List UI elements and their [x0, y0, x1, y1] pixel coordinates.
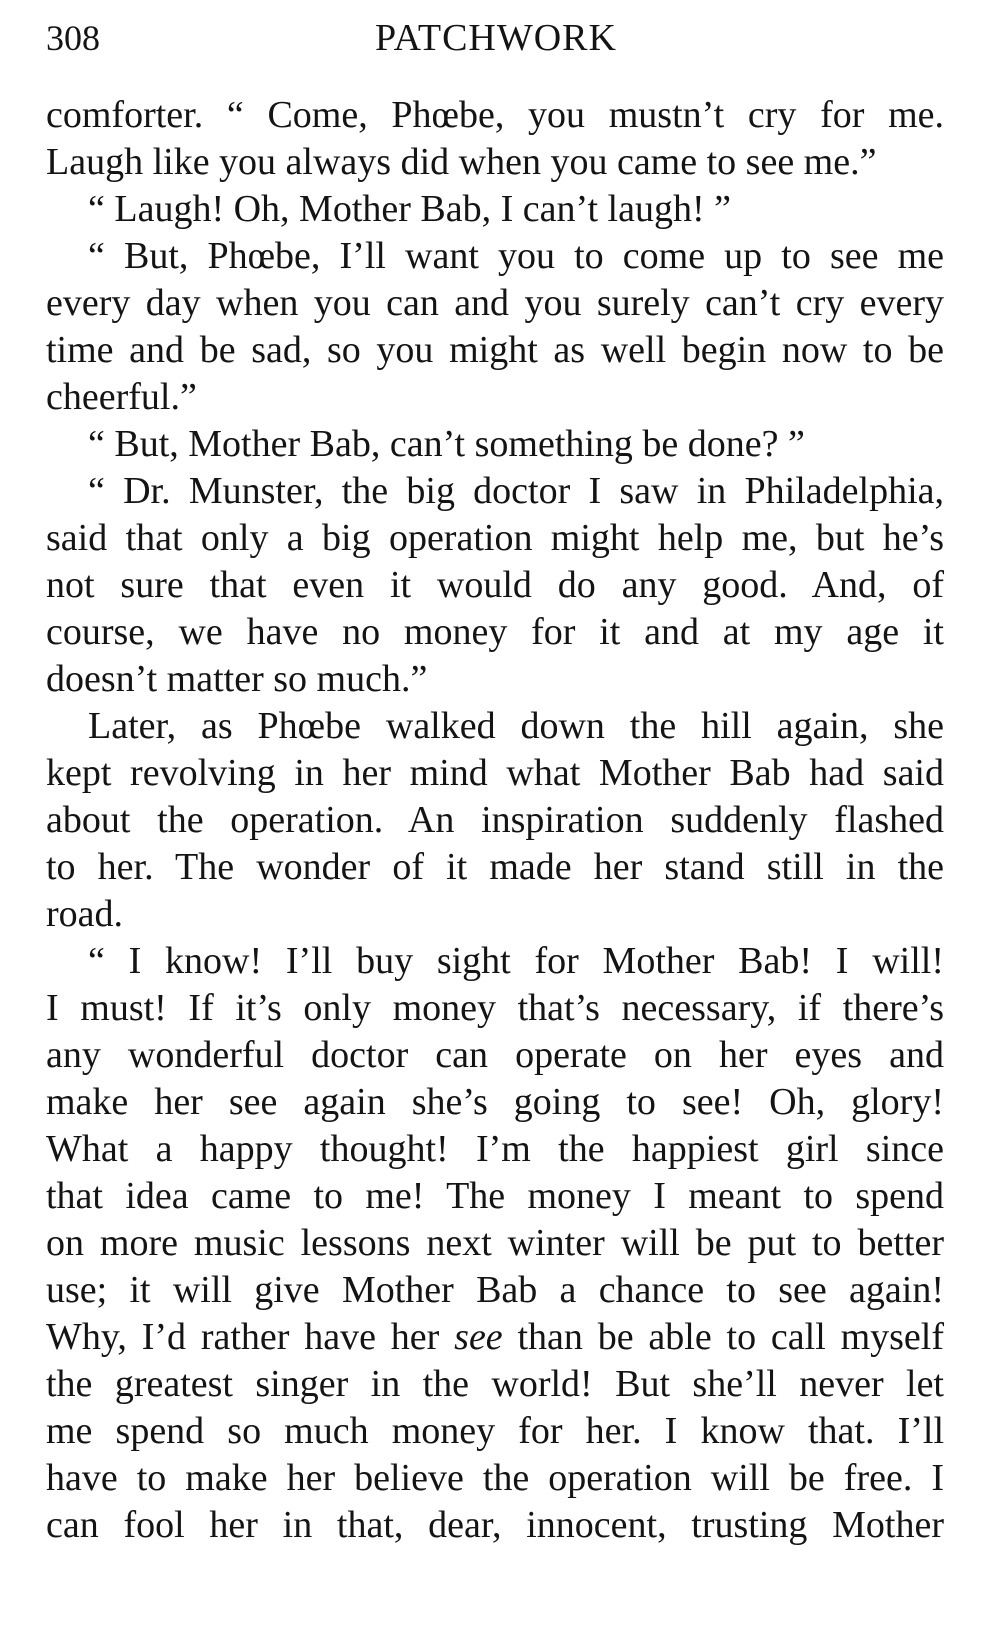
text-line: every day when you can and you surely can’t cry every	[46, 282, 944, 324]
text-line: What a happy thought! I’m the happiest girl since	[46, 1128, 944, 1170]
text-line: have to make her believe the operation will be free. I	[46, 1457, 944, 1499]
text-line: I must! If it’s only money that’s necessary, if there’s	[46, 987, 944, 1029]
text-line: course, we have no money for it and at my age it	[46, 611, 944, 653]
text-line: road.	[46, 893, 124, 935]
text-line: “ Laugh! Oh, Mother Bab, I can’t laugh! ”	[88, 188, 731, 230]
text-line: the greatest singer in the world! But she’ll never let	[46, 1363, 944, 1405]
text-line: can fool her in that, dear, innocent, trusting Mother	[46, 1504, 944, 1546]
page-number: 308	[46, 18, 100, 58]
text-line: Laugh like you always did when you came to see me.”	[46, 141, 877, 183]
text-line: not sure that even it would do any good. And, of	[46, 564, 944, 606]
text-line: that idea came to me! The money I meant to spend	[46, 1175, 944, 1217]
text-line: comforter. “ Come, Phœbe, you mustn’t cry for me.	[46, 94, 944, 136]
text-line: said that only a big operation might help me, but he’s	[46, 517, 944, 559]
text-fragment: Why, I’d rather have her	[46, 1316, 455, 1358]
italic-word: see	[454, 1316, 503, 1358]
text-line: make her see again she’s going to see! Oh, glory!	[46, 1081, 944, 1123]
text-line: Later, as Phœbe walked down the hill again, she	[88, 705, 944, 747]
text-fragment: than be able to call myself	[502, 1316, 944, 1358]
text-line: kept revolving in her mind what Mother Bab had said	[46, 752, 944, 794]
text-line: any wonderful doctor can operate on her eyes and	[46, 1034, 944, 1076]
text-line: use; it will give Mother Bab a chance to see again!	[46, 1269, 944, 1311]
text-line: “ I know! I’ll buy sight for Mother Bab! I will!	[88, 940, 944, 982]
text-line: to her. The wonder of it made her stand still in the	[46, 846, 944, 888]
text-line: “ But, Phœbe, I’ll want you to come up to see me	[88, 235, 944, 277]
text-line: cheerful.”	[46, 376, 197, 418]
page-header	[46, 14, 946, 64]
text-line: time and be sad, so you might as well begin now to be	[46, 329, 944, 371]
body-text	[46, 92, 944, 1549]
text-line: me spend so much money for her. I know that. I’ll	[46, 1410, 944, 1452]
text-line: on more music lessons next winter will be put to better	[46, 1222, 944, 1264]
text-line: “ Dr. Munster, the big doctor I saw in Philadelphia,	[88, 470, 944, 512]
text-line	[46, 1314, 944, 1361]
text-line: “ But, Mother Bab, can’t something be done? ”	[88, 423, 805, 465]
text-line: about the operation. An inspiration suddenly flashed	[46, 799, 944, 841]
running-head: PATCHWORK	[375, 17, 617, 59]
text-line: doesn’t matter so much.”	[46, 658, 428, 700]
